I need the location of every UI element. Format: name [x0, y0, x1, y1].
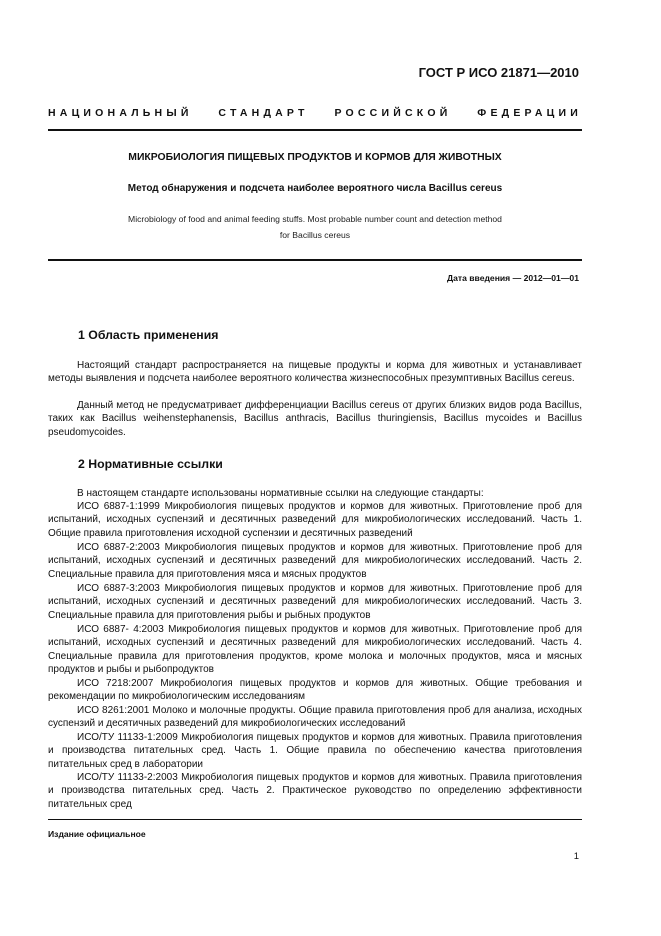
- document-code: ГОСТ Р ИСО 21871—2010: [418, 65, 579, 80]
- reference-item: ИСО 6887- 4:2003 Микробиология пищевых продуктов и кормов для животных. Приготовление проб для испытаний, исходных суспензий и десятичных разведений для микробиологических исследований. Часть 4. Специальные правила для приготовления продуктов, кроме молока и молочных продуктов, мяса и мясных продуктов и рыбы и рыбопродуктов: [48, 624, 582, 675]
- section-heading-scope: 1 Область применения: [78, 328, 219, 342]
- banner-word: СТАНДАРТ: [218, 107, 309, 119]
- header-rule: [48, 129, 582, 131]
- document-title: МИКРОБИОЛОГИЯ ПИЩЕВЫХ ПРОДУКТОВ И КОРМОВ ДЛЯ ЖИВОТНЫХ: [128, 152, 502, 163]
- page-number: 1: [573, 851, 579, 862]
- reference-item: ИСО 7218:2007 Микробиология пищевых продуктов и кормов для животных. Общие требования и рекомендации по микробиологическим исследованиям: [48, 678, 582, 703]
- reference-item: ИСО/ТУ 11133-1:2009 Микробиология пищевых продуктов и кормов для животных. Правила приготовления и производства питательных сред. Часть 1. Общие правила по обеспечению качества приготовления питательных сред в лаборатории: [48, 732, 582, 770]
- reference-item: ИСО 8261:2001 Молоко и молочные продукты. Общие правила приготовления проб для анализа, исходных суспензий и десятичных разведений для микробиологических исследований: [48, 705, 582, 730]
- introduction-date: Дата введения — 2012—01—01: [446, 273, 579, 283]
- english-title-line: for Bacillus cereus: [279, 230, 351, 240]
- national-standard-banner: [48, 107, 582, 119]
- official-edition-label: Издание официальное: [48, 829, 146, 839]
- document-subtitle: Метод обнаружения и подсчета наиболее вероятного числа Bacillus cereus: [127, 183, 503, 194]
- english-title: [78, 211, 552, 243]
- reference-item: ИСО 6887-1:1999 Микробиология пищевых продуктов и кормов для животных. Приготовление проб для испытаний, исходных суспензий и десятичных разведений для микробиологических исследований. Часть 1. Общие правила приготовления исходной суспензии и десятичных разведений: [48, 501, 582, 539]
- scope-paragraph: Данный метод не предусматривает дифференциации Bacillus cereus от других близких видов рода Bacillus, таких как Bacillus weihenstephanensis, Bacillus anthracis, Bacillus thuringiensis, Bacillus mycoides и Bacillus pseudomycoides.: [48, 400, 582, 438]
- references-intro: В настоящем стандарте использованы нормативные ссылки на следующие стандарты:: [77, 488, 484, 499]
- english-title-line: Microbiology of food and animal feeding stuffs. Most probable number count and detection method: [128, 214, 502, 224]
- banner-word: РОССИЙСКОЙ: [334, 107, 452, 119]
- title-rule: [48, 259, 582, 261]
- section-heading-references: 2 Нормативные ссылки: [78, 457, 223, 471]
- banner-word: НАЦИОНАЛЬНЫЙ: [48, 107, 193, 119]
- scope-paragraph: Настоящий стандарт распространяется на пищевые продукты и корма для животных и устанавливает методы выявления и подсчета наиболее вероятного количества жизнеспособных презумптивных Bacillus cereus.: [48, 360, 582, 385]
- banner-word: ФЕДЕРАЦИИ: [477, 107, 582, 119]
- reference-item: ИСО 6887-3:2003 Микробиология пищевых продуктов и кормов для животных. Приготовление проб для испытаний, исходных суспензий и десятичных разведений для микробиологических исследований. Часть 3. Специальные правила для приготовления рыбы и рыбных продуктов: [48, 583, 582, 621]
- reference-item: ИСО/ТУ 11133-2:2003 Микробиология пищевых продуктов и кормов для животных. Правила приготовления и производства питательных сред. Часть 2. Практическое руководство по определению эффективности питательных сред: [48, 772, 582, 810]
- reference-item: ИСО 6887-2:2003 Микробиология пищевых продуктов и кормов для животных. Приготовление проб для испытаний, исходных суспензий и десятичных разведений для микробиологических исследований. Часть 2. Специальные правила для приготовления мяса и мясных продуктов: [48, 542, 582, 580]
- footer-rule: [48, 819, 582, 820]
